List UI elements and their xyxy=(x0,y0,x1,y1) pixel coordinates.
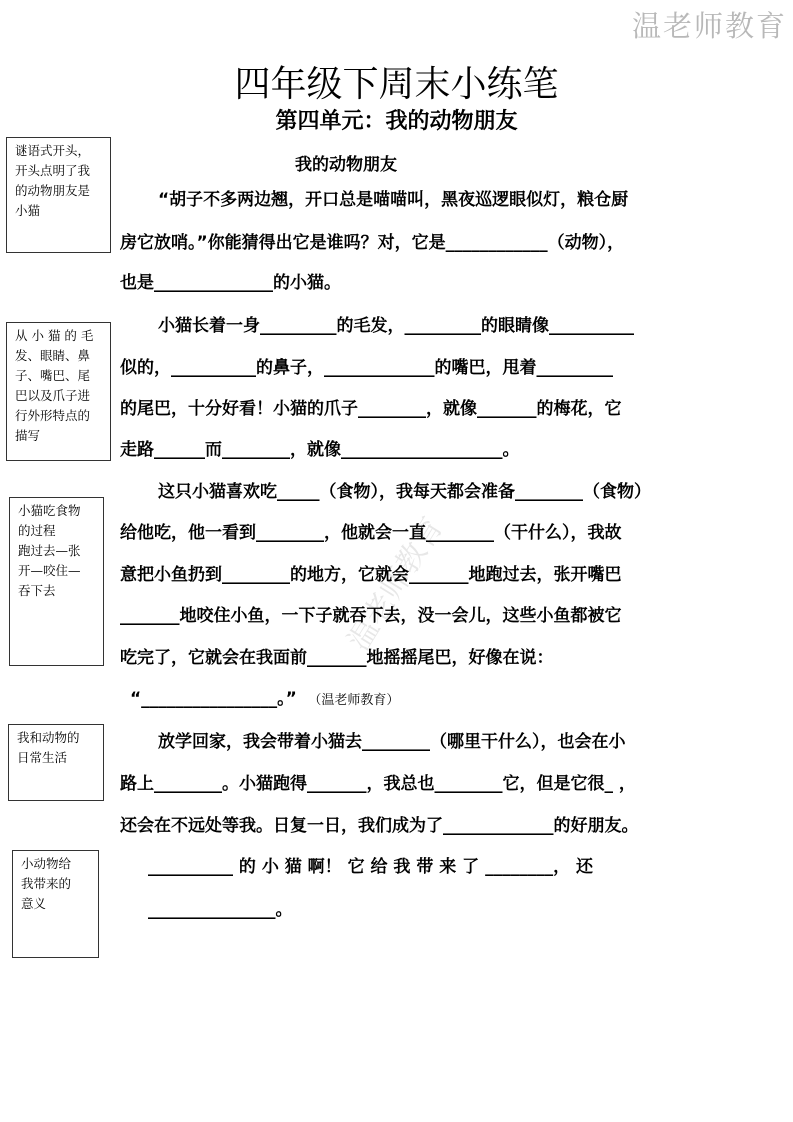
side-note-meaning: 小动物给 我带来的 意义 xyxy=(12,850,99,958)
quote-blank: “________________。” xyxy=(130,689,297,709)
side-note-eating: 小猫吃食物 的过程 跑过去—张 开—咬住— 吞下去 xyxy=(9,497,104,666)
side-note-appearance: 从 小 猫 的 毛 发、眼睛、鼻 子、嘴巴、尾 巴以及爪子进 行外形特点的 描写 xyxy=(6,322,111,461)
text-line: 这只小猫喜欢吃_____（食物），我每天都会准备________（食物） xyxy=(158,482,651,502)
text-line: _______地咬住小鱼，一下子就吞下去，没一会儿，这些小鱼都被它 xyxy=(120,606,622,626)
text-line: 走路______而________，就像___________________。 xyxy=(120,440,520,460)
text-line: __________ 的 小 猫 啊！ 它 给 我 带 来 了 ________， 还 xyxy=(148,857,594,877)
text-line: “胡子不多两边翘，开口总是喵喵叫，黑夜巡逻眼似灯，粮仓厨 xyxy=(158,190,629,210)
text-line: 还会在不远处等我。日复一日，我们成为了_____________的好朋友。 xyxy=(120,816,639,836)
watermark-top: 温老师教育 xyxy=(631,9,787,43)
text-line: 放学回家，我会带着小猫去________（哪里干什么），也会在小 xyxy=(158,732,626,752)
text-line: 吃完了，它就会在我面前_______地摇摇尾巴，好像在说： xyxy=(120,648,554,668)
text-line: 路上________。小猫跑得_______，我总也________它，但是它很_ ， xyxy=(120,774,636,794)
side-note-opening: 谜语式开头， 开头点明了我 的动物朋友是 小猫 xyxy=(6,137,111,253)
text-line: 小猫长着一身_________的毛发，_________的眼睛像__________ xyxy=(158,316,634,336)
text-line xyxy=(130,684,685,714)
page-title: 四年级下周末小练笔 xyxy=(234,64,559,105)
inline-watermark-note: （温老师教育） xyxy=(314,693,400,708)
unit-subtitle: 第四单元：我的动物朋友 xyxy=(275,109,518,134)
text-line: _______________。 xyxy=(148,900,293,920)
text-line: 也是______________的小猫。 xyxy=(120,273,341,293)
text-line: 房它放哨。”你能猜得出它是谁吗？对，它是____________（动物）， xyxy=(120,233,625,253)
text-line: 的尾巴，十分好看！小猫的爪子________，就像_______的梅花，它 xyxy=(120,399,622,419)
watermark-diagonal: 温老师教育 xyxy=(341,510,451,657)
text-line: 意把小鱼扔到________的地方，它就会_______地跑过去，张开嘴巴 xyxy=(120,565,622,585)
text-line: 似的，__________的鼻子，_____________的嘴巴，甩着_________ xyxy=(120,358,613,378)
side-note-daily-life: 我和动物的 日常生活 xyxy=(8,724,104,801)
essay-title: 我的动物朋友 xyxy=(295,155,397,175)
text-line: 给他吃，他一看到________，他就会一直________（干什么），我故 xyxy=(120,523,622,543)
